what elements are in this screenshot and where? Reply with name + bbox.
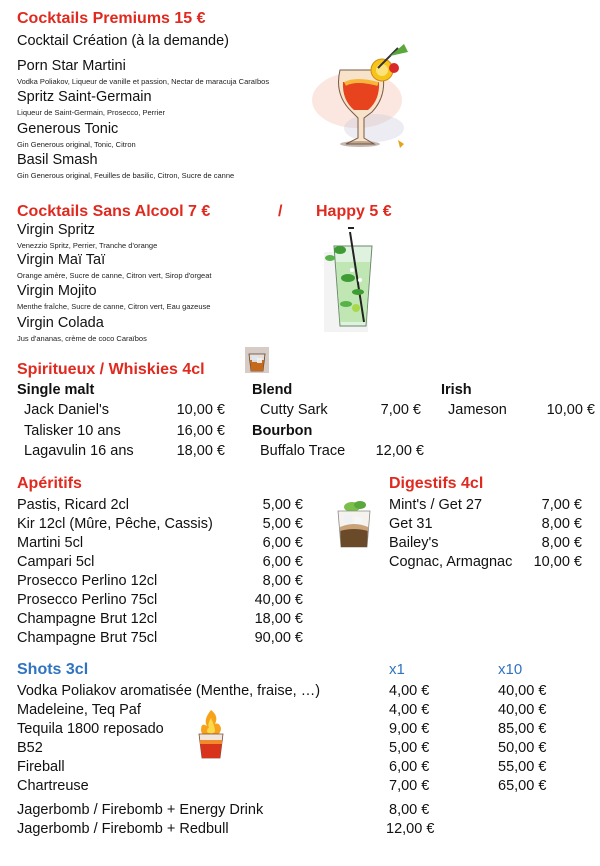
shots-col-x1: x1 xyxy=(389,661,405,678)
sans-alcool-title: Cocktails Sans Alcool 7 € xyxy=(17,203,211,220)
shot-price-x1: 4,00 € xyxy=(389,702,430,718)
digestif-price: 7,00 € xyxy=(541,497,582,513)
digestif-price: 8,00 € xyxy=(541,535,582,551)
shot-name: Tequila 1800 reposado xyxy=(17,721,164,737)
digestif-name: Get 31 xyxy=(389,516,433,532)
shot-price-x10: 40,00 € xyxy=(498,683,547,699)
shot-extra-price: 8,00 € xyxy=(389,802,430,818)
aperitif-price: 6,00 € xyxy=(262,554,303,570)
shots-col-x10: x10 xyxy=(498,661,523,678)
aperitif-name: Champagne Brut 12cl xyxy=(17,611,158,627)
aperitif-name: Kir 12cl (Mûre, Pêche, Cassis) xyxy=(17,516,213,532)
spirit-price: 12,00 € xyxy=(375,443,424,459)
spirit-name: Jameson xyxy=(448,402,507,418)
digestif-price: 10,00 € xyxy=(533,554,582,570)
spirit-name: Cutty Sark xyxy=(260,402,328,418)
shot-extra-price: 12,00 € xyxy=(386,821,435,837)
menu-item-desc: Liqueur de Saint-Germain, Prosecco, Perrier xyxy=(17,108,165,117)
digestif-name: Mint's / Get 27 xyxy=(389,497,483,513)
premiums-title: Cocktails Premiums 15 € xyxy=(17,10,206,27)
spiritueux-title: Spiritueux / Whiskies 4cl xyxy=(17,361,205,378)
menu-item-desc: Jus d'ananas, crème de coco Caraïbos xyxy=(17,334,147,343)
shot-price-x1: 9,00 € xyxy=(389,721,430,737)
aperitif-price: 6,00 € xyxy=(262,535,303,551)
aperitif-name: Pastis, Ricard 2cl xyxy=(17,497,130,513)
aperitif-name: Campari 5cl xyxy=(17,554,95,570)
shot-price-x1: 5,00 € xyxy=(389,740,430,756)
shot-price-x10: 50,00 € xyxy=(498,740,547,756)
menu-item-desc: Menthe fraîche, Sucre de canne, Citron vert, Eau gazeuse xyxy=(17,302,211,311)
menu-item-name: Porn Star Martini xyxy=(17,58,126,74)
cocktail-creation: Cocktail Création (à la demande) xyxy=(17,33,229,49)
shot-price-x10: 55,00 € xyxy=(498,759,547,775)
menu-item-desc: Orange amère, Sucre de canne, Citron vert, Sirop d'orgeat xyxy=(17,271,212,280)
shot-extra-name: Jagerbomb / Firebomb + Redbull xyxy=(17,821,229,837)
menu-item-desc: Gin Generous original, Tonic, Citron xyxy=(17,140,136,149)
title-separator: / xyxy=(278,203,283,220)
mojito-glass-icon xyxy=(320,222,390,332)
menu-item-name: Virgin Maï Taï xyxy=(17,252,106,268)
happy-hour-price: Happy 5 € xyxy=(316,203,392,220)
aperitif-price: 5,00 € xyxy=(262,497,303,513)
hurricane-cocktail-icon xyxy=(312,40,422,160)
aperitif-price: 90,00 € xyxy=(254,630,303,646)
spirit-price: 7,00 € xyxy=(380,402,421,418)
menu-item-name: Virgin Colada xyxy=(17,315,104,331)
digestif-name: Cognac, Armagnac xyxy=(389,554,513,570)
menu-item-name: Generous Tonic xyxy=(17,121,119,137)
spirit-name: Buffalo Trace xyxy=(260,443,346,459)
shot-price-x10: 85,00 € xyxy=(498,721,547,737)
shot-name: B52 xyxy=(17,740,43,756)
creamy-cocktail-icon xyxy=(330,497,380,551)
shot-price-x10: 40,00 € xyxy=(498,702,547,718)
menu-item-name: Spritz Saint-Germain xyxy=(17,89,152,105)
aperitif-price: 8,00 € xyxy=(262,573,303,589)
shot-name: Vodka Poliakov aromatisée (Menthe, fraise, …) xyxy=(17,683,321,699)
menu-item-name: Basil Smash xyxy=(17,152,98,168)
aperitif-name: Prosecco Perlino 75cl xyxy=(17,592,158,608)
shot-price-x1: 6,00 € xyxy=(389,759,430,775)
aperitif-name: Martini 5cl xyxy=(17,535,84,551)
shot-price-x1: 4,00 € xyxy=(389,683,430,699)
menu-item-desc: Venezzio Spritz, Perrier, Tranche d'orange xyxy=(17,241,158,250)
aperitif-name: Prosecco Perlino 12cl xyxy=(17,573,158,589)
digestif-name: Bailey's xyxy=(389,535,439,551)
irish-header: Irish xyxy=(441,382,472,398)
menu-item-name: Virgin Spritz xyxy=(17,222,95,238)
shot-name: Chartreuse xyxy=(17,778,89,794)
flaming-shot-icon xyxy=(193,708,229,762)
shots-title: Shots 3cl xyxy=(17,661,89,678)
single-malt-header: Single malt xyxy=(17,382,95,398)
aperitif-price: 40,00 € xyxy=(254,592,303,608)
digestif-price: 8,00 € xyxy=(541,516,582,532)
spirit-name: Jack Daniel's xyxy=(24,402,109,418)
whisky-glass-icon xyxy=(244,346,270,374)
aperitifs-title: Apéritifs xyxy=(17,475,82,492)
spirit-price: 10,00 € xyxy=(546,402,595,418)
bourbon-header: Bourbon xyxy=(252,423,313,439)
shot-price-x10: 65,00 € xyxy=(498,778,547,794)
spirit-price: 18,00 € xyxy=(176,443,225,459)
blend-header: Blend xyxy=(252,382,293,398)
spirit-price: 10,00 € xyxy=(176,402,225,418)
aperitif-name: Champagne Brut 75cl xyxy=(17,630,158,646)
shot-name: Madeleine, Teq Paf xyxy=(17,702,141,718)
digestifs-title: Digestifs 4cl xyxy=(389,475,484,492)
spirit-price: 16,00 € xyxy=(176,423,225,439)
menu-item-desc: Gin Generous original, Feuilles de basilic, Citron, Sucre de canne xyxy=(17,171,235,180)
aperitif-price: 5,00 € xyxy=(262,516,303,532)
aperitif-price: 18,00 € xyxy=(254,611,303,627)
spirit-name: Lagavulin 16 ans xyxy=(24,443,134,459)
shot-extra-name: Jagerbomb / Firebomb + Energy Drink xyxy=(17,802,264,818)
shot-name: Fireball xyxy=(17,759,65,775)
menu-item-name: Virgin Mojito xyxy=(17,283,97,299)
shot-price-x1: 7,00 € xyxy=(389,778,430,794)
menu-item-desc: Vodka Poliakov, Liqueur de vanille et passion, Nectar de maracuja Caraïbos xyxy=(17,77,270,86)
spirit-name: Talisker 10 ans xyxy=(24,423,121,439)
